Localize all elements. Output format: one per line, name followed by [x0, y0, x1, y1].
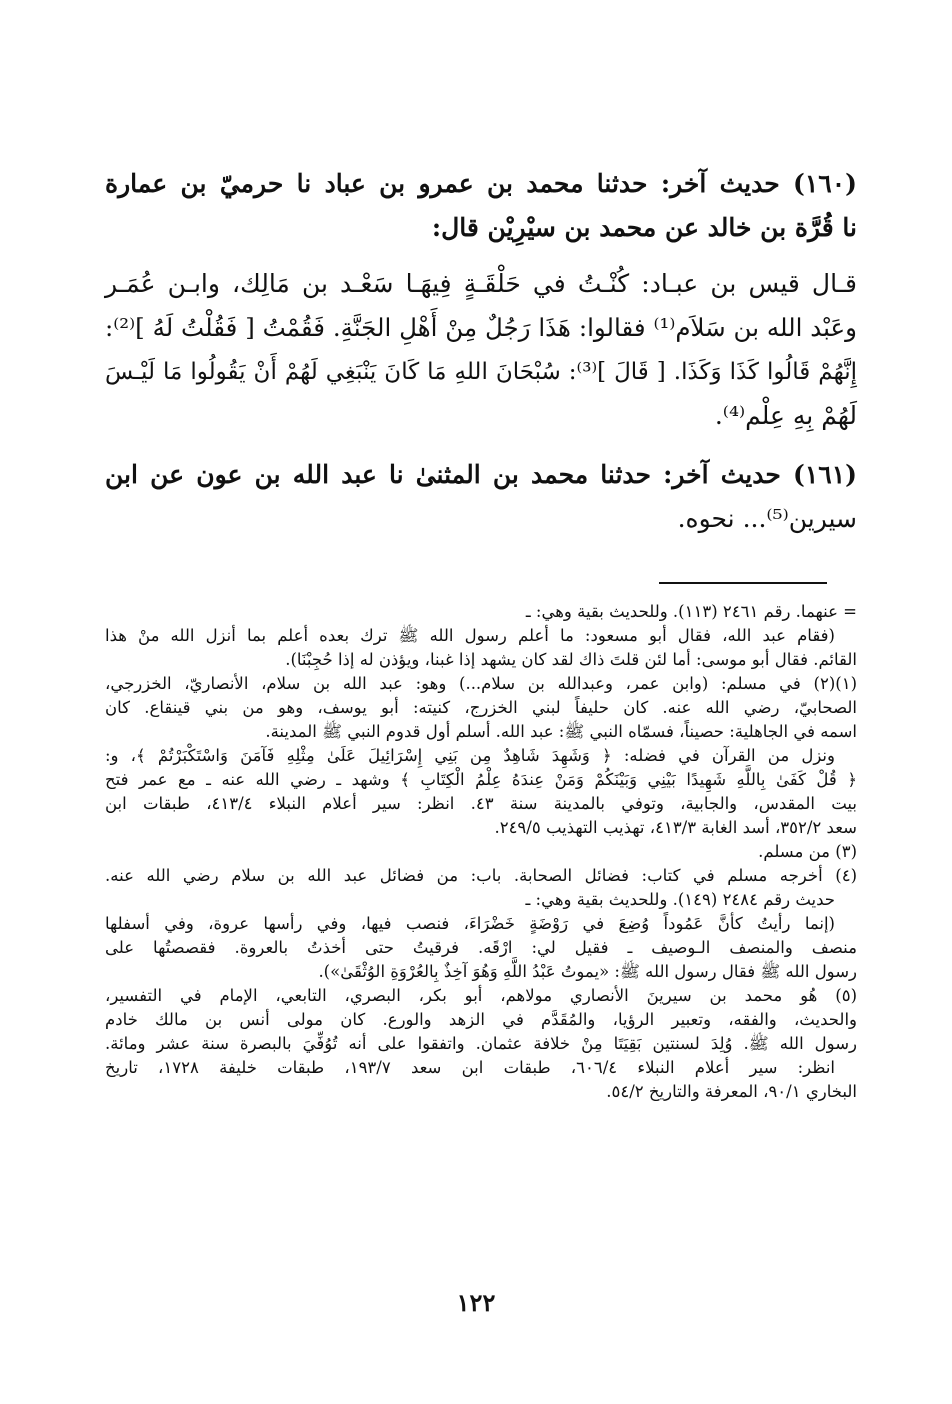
footnote-line: (٥) هُو محمد بن سيرينَ الأنصاري مولاهم، أبو بكر، البصري، التابعي، الإمام في التفسير، — [105, 986, 857, 1005]
footnote-line: الصحابيّ، رضي الله عنه. كان حليفاً لبني الخزرج، كنيته: أبو يوسف، وهو من بني قينقاع. كان — [105, 698, 857, 717]
hadith-160-header-line-2: نا قُرَّة بن خالد عن محمد بن سيْرِيْن قال: — [431, 213, 857, 242]
footnote-line: بيت المقدس، والجابية، وتوفي بالمدينة سنة ٤٣. انظر: سير أعلام النبلاء ٤١٣/٤، طبقات ابن — [105, 794, 857, 813]
footnote-line: رسول الله ﷺ. وُلِدَ لسنتين بَقِيَتَا مِنْ خلافة عثمان. واتفقوا على أنه تُوُفِّيَ بالبصرة سنة عشر ومائة. — [105, 1034, 857, 1053]
footnote-line: والحديث، والفقه، وتعبير الرؤيا، والمُقَدَّم في الزهد والورع. كان مولى أنس بن مالك خادم — [105, 1010, 857, 1029]
hadith-161 — [105, 453, 857, 541]
footnote-line: (٤) أخرجه مسلم في كتاب: فضائل الصحابة. باب: من فضائل عبد الله بن سلام رضي الله عنه. — [105, 866, 857, 885]
footnote-line: ﴿ قُلْ كَفَىٰ بِاللَّهِ شَهِيدًا بَيْنِي وَبَيْنَكُمْ وَمَنْ عِندَهُ عِلْمُ الْكِتَابِ ﴾ وشهد ـ رضي الله عنه ـ مع عمر فتح — [105, 770, 857, 789]
hadith-160-body-line-4: لَهُمْ بِهِ عِلْم⁽⁴⁾. — [714, 401, 857, 430]
hadith-161-line-1: (١٦١) حديث آخر: حدثنا محمد بن المثنىٰ نا عبد الله بن عون عن ابن — [105, 460, 857, 489]
footnote-separator — [659, 582, 827, 584]
footnote-line: حديث رقم ٢٤٨٤ (١٤٩). وللحديث بقية وهي: ـ — [525, 890, 835, 909]
footnote-line: سعد ٣٥٢/٢، أسد الغابة ٤١٣/٣، تهذيب التهذيب ٢٤٩/٥. — [494, 818, 857, 837]
hadith-160-header-line-1: (١٦٠) حديث آخر: حدثنا محمد بن عمرو بن عباد نا حرميّ بن عمارة — [105, 169, 857, 198]
footnote-line: = عنهما. رقم ٢٤٦١ (١١٣). وللحديث بقية وهي: ـ — [525, 602, 857, 621]
footnote-line: القائم. فقال أبو موسى: أما لئن قلتَ ذاك لقد كان يشهد إذا غبنا، ويؤذن له إذا حُجِبْنَا). — [285, 650, 857, 669]
footnote-line: منصف والمنصف الـوصيف ـ فقيل لي: ارْقَه. فرقيتُ حتى أخذتُ بالعروة. فقصصتُها على — [105, 938, 857, 957]
footnotes — [105, 600, 857, 1104]
hadith-160-body-line-2: وعَبْد الله بن سَلاَم⁽¹⁾ فقالوا: هَذَا رَجُلٌ مِنْ أَهْلِ الجَنَّةِ. فَقُمْتُ [ فَقُلْتُ لَهُ ]⁽²⁾: — [105, 313, 857, 342]
footnote-line: رسول الله ﷺ فقال رسول الله ﷺ: «يموتُ عَبْدُ اللَّهِ وَهُوَ آخِذٌ بِالعُرْوَةِ الوُثْقَىٰ»). — [318, 962, 857, 981]
hadith-161-line-2: سيرين⁽⁵⁾... نحوه. — [677, 504, 857, 533]
footnote-line: ونزل من القرآن في فضله: ﴿ وَشَهِدَ شَاهِدٌ مِن بَنِي إِسْرَائِيلَ عَلَىٰ مِثْلِهِ فَآمَنَ وَاسْتَكْبَرْتُمْ ﴾، و: — [105, 746, 835, 765]
footnote-line: (٣) من مسلم. — [758, 842, 857, 861]
footnote-line: انظر: سير أعلام النبلاء ٦٠٦/٤، طبقات ابن سعد ١٩٣/٧، طبقات خليفة ١٧٢٨، تاريخ — [105, 1058, 835, 1077]
footnote-line: البخاري ٩٠/١، المعرفة والتاريخ ٥٤/٢. — [606, 1082, 857, 1101]
hadith-160-body-line-3: إِنَّهُمْ قَالُوا كَذَا وَكَذَا. [ قَالَ ]⁽³⁾: سُبْحَانَ اللهِ مَا كَانَ يَنْبَغِي لَهُمْ أَنْ يَقُولُوا مَا لَيْـسَ — [105, 359, 857, 385]
footnote-line: (١)(٢) في مسلم: (وابن عمر، وعبدالله بن سلام...) وهو: عبد الله بن سلام، الأنصاريّ، الخزرجي، — [105, 674, 857, 693]
footnote-line: (فقام عبد الله، فقال أبو مسعود: ما أعلم رسول الله ﷺ ترك بعده أعلم بما أنزل الله منْ هذا — [105, 626, 835, 645]
footnote-line: (إنما رأيتُ كأنَّ عَمُوداً وُضِعَ في رَوْضَةٍ خَضْرَاءَ، فنصب فيها، وفي رأسها عروة، وفي أسفلها — [105, 914, 835, 933]
hadith-160-header — [105, 162, 857, 250]
footnote-line: اسمه في الجاهلية: حصيناً، فسمّاه النبي ﷺ: عبد الله. أسلم أول قدوم النبي ﷺ المدينة. — [265, 722, 857, 741]
page-number: ١٢٢ — [456, 1288, 496, 1317]
hadith-160-body-line-1: قـال قيس بن عبـاد: كُنْـتُ في حَلْقَـةٍ فِيهَـا سَعْـد بن مَالِك، وابـن عُمَـر — [105, 269, 857, 298]
hadith-160-body — [105, 262, 857, 438]
